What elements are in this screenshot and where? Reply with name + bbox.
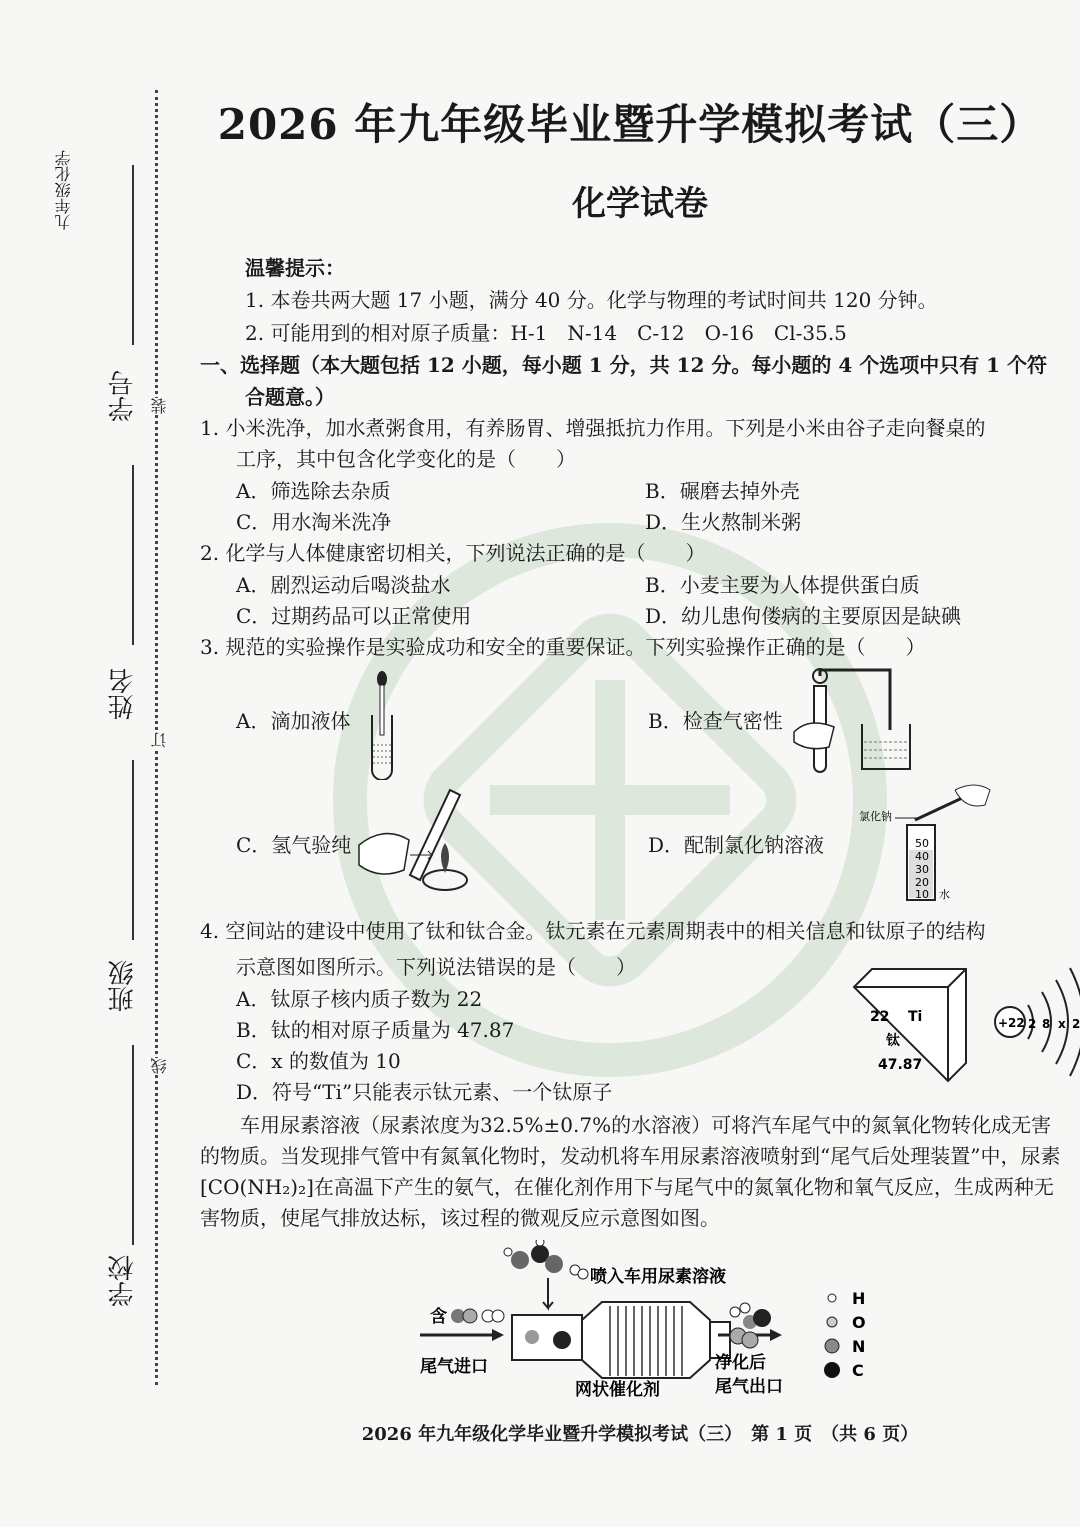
tips-heading: 温馨提示： [245,256,345,280]
binding-mark-zhuang: 装 [150,398,169,414]
q1-stem: 1. 小米洗净，加水煮粥食用，有养肠胃、增强抵抗力作用。下列是小米由谷子走向餐桌的 [200,416,986,440]
q2-option-c[interactable]: C．过期药品可以正常使用 [236,604,472,628]
element-name: 钛 [886,1033,900,1049]
reaction-diagram [420,1240,900,1405]
ti-atom-structure [990,960,1080,1085]
legend-c: C [852,1361,864,1380]
school-field[interactable] [132,1045,134,1245]
q1-option-c[interactable]: C．用水淘米洗净 [236,510,392,534]
q1-option-a[interactable]: A．筛选除去杂质 [236,479,391,503]
nacl-label: 氯化钠 [859,810,892,823]
tick-30: 30 [915,863,929,876]
legend-h: H [852,1289,866,1308]
section-1-heading-cont: 合题意。） [245,385,335,409]
class-label: 班级 [108,960,138,1012]
tick-10: 10 [915,888,929,901]
section-1-heading: 一、选择题（本大题包括 12 小题，每小题 1 分，共 12 分。每小题的 4 个选项中只有 1 个符 [200,353,1048,377]
legend [824,1289,866,1380]
element-symbol: Ti [908,1009,923,1025]
urea-molecule [504,1240,563,1273]
q2-option-d[interactable]: D．幼儿患佝偻病的主要原因是缺碘 [645,604,962,628]
nacl-cylinder-figure [855,780,995,905]
airtight-check-figure [790,662,925,777]
q3-option-a[interactable]: A．滴加液体 [236,709,351,733]
hydrogen-test-figure [355,785,480,900]
school-label: 学校 [108,1255,138,1307]
atom-nucleus: +22 [998,1016,1025,1030]
page-footer: 2026 年九年级化学毕业暨升学模拟考试（三） 第 1 页 （共 6 页） [361,1424,919,1445]
page-subtitle: 化学试卷 [572,184,708,224]
outlet-label-1: 净化后 [715,1353,766,1373]
urea-passage: 车用尿素溶液（尿素浓度为32.5%±0.7%的水溶液）可将汽车尾气中的氮氧化物转化成无害的物质。当发现排气管中有氮氧化物时，发动机将车用尿素溶液喷射到“尾气后处理装置”中，尿素[CO(NH₂)₂]在高温下产生的氨气，在催化剂作用下与尾气中的氮氧化物和氧气反应，生成两种无害物质，使尾气排放达标，该过程的微观反应示意图如图。 [200,1113,1061,1230]
legend-n: N [852,1337,866,1356]
inlet-label: 尾气进口 [420,1357,488,1377]
q2-option-b[interactable]: B．小麦主要为人体提供蛋白质 [645,573,920,597]
page-title: 2026 年九年级毕业暨升学模拟考试（三） [217,100,1043,149]
tips-item-2: 2. 可能用到的相对原子质量：H-1 N-14 C-12 O-16 Cl-35.5 [245,321,847,345]
name-label: 姓名 [108,668,138,720]
element-cell-ti [850,965,970,1085]
water-label: 水 [939,888,950,901]
legend-o: O [852,1313,866,1332]
element-number: 22 [870,1009,890,1025]
binding-mark-xian: 线 [150,1058,169,1074]
name-field[interactable] [132,465,134,645]
q1-option-b[interactable]: B．碾磨去掉外壳 [645,479,800,503]
q4-option-b[interactable]: B．钛的相对原子质量为 47.87 [236,1018,515,1042]
tick-40: 40 [915,850,929,863]
q4-option-c[interactable]: C．x 的数值为 10 [236,1049,401,1073]
class-field[interactable] [132,760,134,940]
spray-label: 喷入车用尿素溶液 [590,1267,726,1287]
q3-option-c[interactable]: C．氢气验纯 [236,833,352,857]
outlet-label-2: 尾气出口 [715,1377,783,1397]
contains-label: 含 [430,1307,447,1327]
q3-stem: 3. 规范的实验操作是实验成功和安全的重要保证。下列实验操作正确的是（ ） [200,635,926,659]
q2-option-a[interactable]: A．剧烈运动后喝淡盐水 [236,573,451,597]
atom-shell-3: x [1058,1017,1066,1031]
q1-stem-cont: 工序，其中包含化学变化的是（ ） [236,447,576,471]
q2-stem: 2. 化学与人体健康密切相关，下列说法正确的是（ ） [200,541,706,565]
q4-option-d[interactable]: D．符号“Ti”只能表示钛元素、一个钛原子 [236,1080,613,1104]
q3-option-b[interactable]: B．检查气密性 [648,709,783,733]
tick-50: 50 [915,837,929,850]
catalyst-label: 网状催化剂 [575,1380,660,1400]
q3-option-d[interactable]: D．配制氯化钠溶液 [648,833,825,857]
atom-shell-2: 8 [1042,1017,1051,1031]
tick-20: 20 [915,876,929,889]
side-subject: 九年级化学 [54,150,73,230]
q4-stem: 4. 空间站的建设中使用了钛和钛合金。钛元素在元素周期表中的相关信息和钛原子的结构 [200,919,986,943]
atom-shell-4: 2 [1072,1017,1080,1031]
student-id-label: 学号 [108,370,138,422]
q4-option-a[interactable]: A．钛原子核内质子数为 22 [236,987,483,1011]
dropper-tube-figure [362,665,402,780]
atom-shell-1: 2 [1028,1017,1037,1031]
q1-option-d[interactable]: D．生火熬制米粥 [645,510,802,534]
tips-item-1: 1. 本卷共两大题 17 小题，满分 40 分。化学与物理的考试时间共 120 分钟。 [245,288,938,312]
q4-stem-cont: 示意图如图所示。下列说法错误的是（ ） [236,955,636,979]
binding-mark-ding: 订 [150,732,169,748]
element-mass: 47.87 [878,1057,923,1073]
